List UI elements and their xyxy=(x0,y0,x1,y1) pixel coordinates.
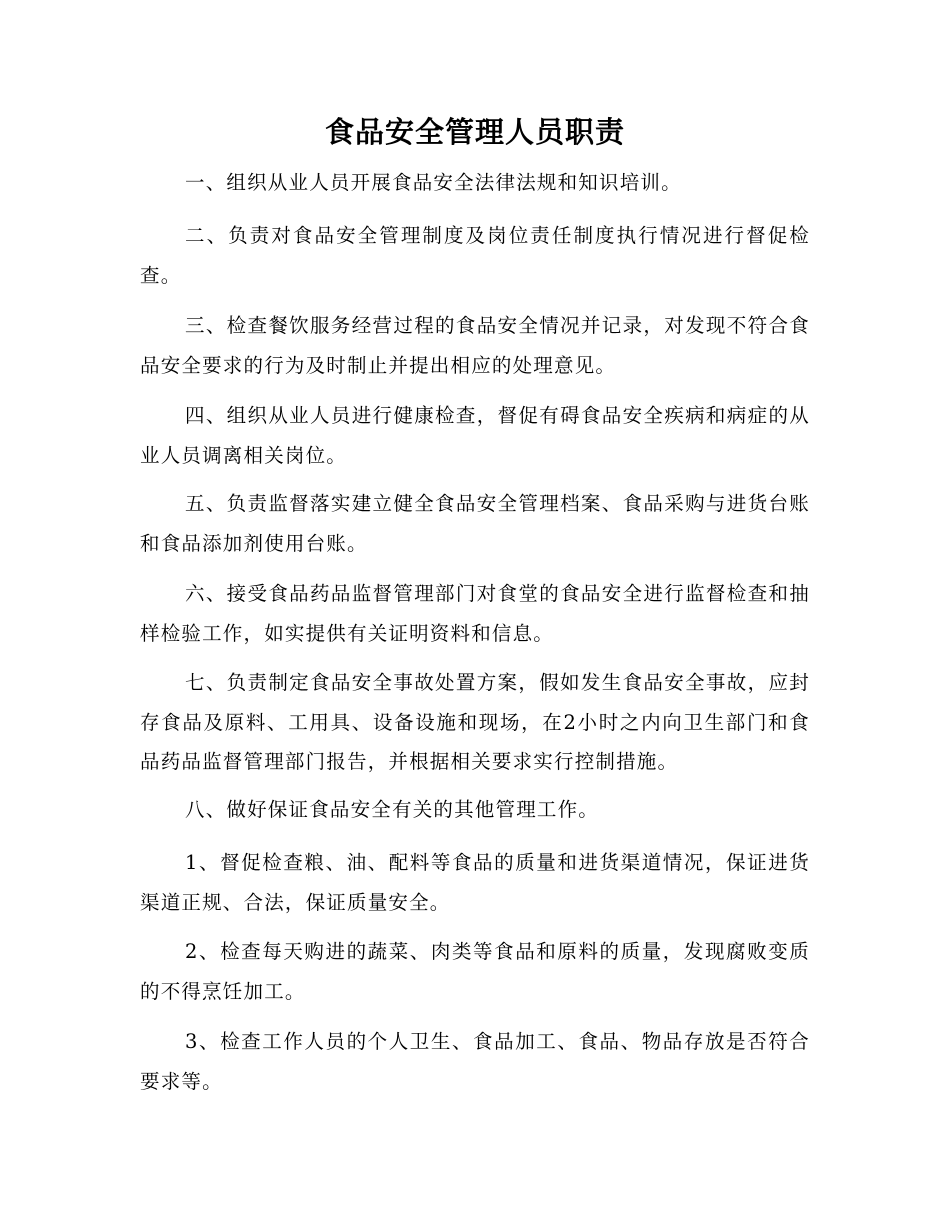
paragraph-5: 五、负责监督落实建立健全食品安全管理档案、食品采购与进货台账和食品添加剂使用台账。 xyxy=(140,492,810,555)
paragraph-3: 三、检查餐饮服务经营过程的食品安全情况并记录，对发现不符合食品安全要求的行为及时制止并提出相应的处理意见。 xyxy=(140,314,810,377)
paragraph-sub-1: 1、督促检查粮、油、配料等食品的质量和进货渠道情况，保证进货渠道正规、合法，保证质量安全。 xyxy=(140,851,810,914)
paragraph-6: 六、接受食品药品监督管理部门对食堂的食品安全进行监督检查和抽样检验工作，如实提供有关证明资料和信息。 xyxy=(140,582,810,645)
paragraph-2: 二、负责对食品安全管理制度及岗位责任制度执行情况进行督促检查。 xyxy=(140,224,810,287)
paragraph-1: 一、组织从业人员开展食品安全法律法规和知识培训。 xyxy=(185,171,682,194)
paragraph-sub-3: 3、检查工作人员的个人卫生、食品加工、食品、物品存放是否符合要求等。 xyxy=(140,1030,810,1093)
paragraph-8: 八、做好保证食品安全有关的其他管理工作。 xyxy=(185,798,600,821)
paragraph-sub-2: 2、检查每天购进的蔬菜、肉类等食品和原料的质量，发现腐败变质的不得烹饪加工。 xyxy=(140,940,810,1003)
document-title: 食品安全管理人员职责 xyxy=(324,115,625,149)
paragraph-4: 四、组织从业人员进行健康检查，督促有碍食品安全疾病和病症的从业人员调离相关岗位。 xyxy=(140,404,810,467)
paragraph-7: 七、负责制定食品安全事故处置方案，假如发生食品安全事故，应封存食品及原料、工用具、设备设施和现场，在2小时之内向卫生部门和食品药品监督管理部门报告，并根据相关要求实行控制措施。 xyxy=(140,671,810,773)
